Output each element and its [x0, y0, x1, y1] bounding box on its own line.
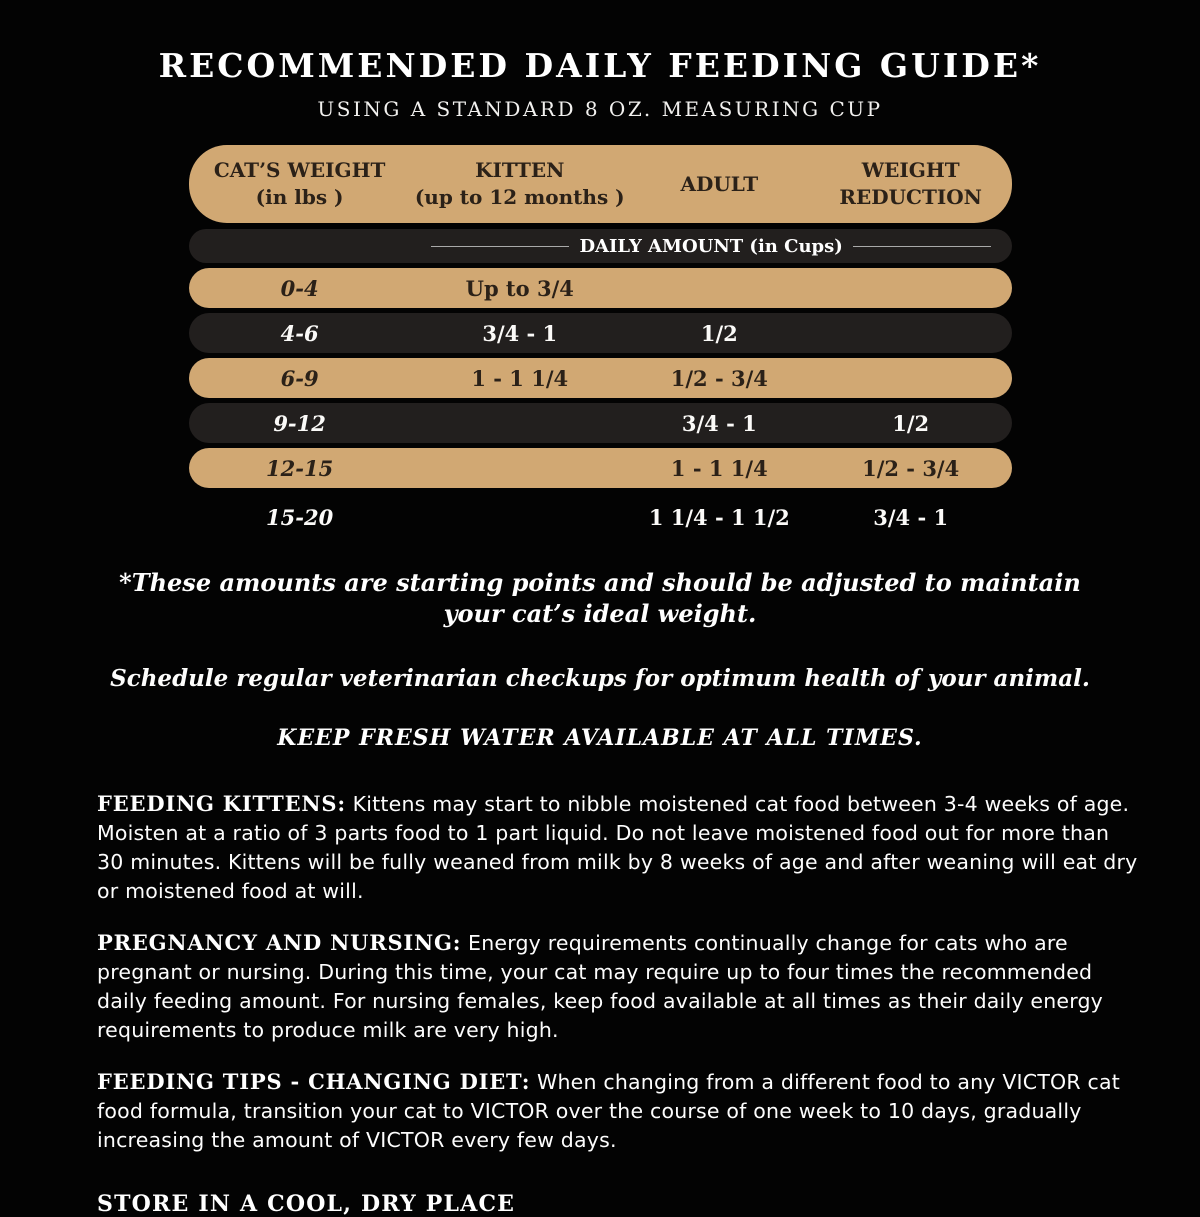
feeding-tips-paragraph	[97, 1067, 1140, 1155]
cell-reduction: 1/2 - 3/4	[862, 455, 960, 481]
table-row	[189, 497, 1012, 537]
column-header-adult: ADULT	[680, 171, 759, 196]
column-header-kitten: KITTEN (up to 12 months )	[414, 158, 625, 209]
column-header-weight-reduction: WEIGHT REDUCTION	[839, 158, 982, 209]
cell-adult: 1/2 - 3/4	[670, 365, 768, 391]
pregnancy-nursing-text: Energy requirements continually change for cats who are pregnant or nursing. During this time, your cat may require up to four times the recommended daily feeding amount. For nursing females, keep food available at all times as their daily energy requirements to produce milk are very high.	[97, 931, 1104, 1043]
cell-weight: 12-15	[266, 455, 334, 481]
column-header-cats-weight: CAT’S WEIGHT (in lbs )	[213, 158, 386, 209]
divider-line	[431, 246, 569, 247]
table-row	[189, 358, 1012, 398]
pregnancy-nursing-paragraph	[97, 928, 1140, 1045]
page-subtitle: USING A STANDARD 8 OZ. MEASURING CUP	[317, 97, 883, 121]
cell-adult: 1 - 1 1/4	[670, 455, 768, 481]
pregnancy-nursing-lead: PREGNANCY AND NURSING:	[97, 930, 462, 956]
table-row	[189, 313, 1012, 353]
daily-amount-header: DAILY AMOUNT (in Cups)	[431, 236, 991, 257]
cell-adult: 1 1/4 - 1 1/2	[648, 504, 790, 530]
cell-adult: 1/2	[700, 320, 738, 346]
veterinarian-note: Schedule regular veterinarian checkups for optimum health of your animal.	[110, 665, 1090, 693]
table-row	[189, 448, 1012, 488]
cell-kitten: 1 - 1 1/4	[471, 365, 569, 391]
table-row	[189, 403, 1012, 443]
feeding-kittens-text: Kittens may start to nibble moistened cat food between 3-4 weeks of age. Moisten at a ratio of 3 parts food to 1 part liquid. Do not leave moistened food out for more than 30 minutes. Kittens will be fully weaned from milk by 8 weeks of age and after weaning will eat dry or moistened food at will.	[97, 792, 1138, 904]
cell-weight: 6-9	[280, 365, 319, 391]
feeding-kittens-paragraph	[97, 789, 1140, 906]
cell-adult: 3/4 - 1	[681, 410, 757, 436]
storage-instruction: STORE IN A COOL, DRY PLACE	[97, 1191, 516, 1217]
cell-reduction: 1/2	[892, 410, 930, 436]
cell-weight: 15-20	[266, 504, 334, 530]
cell-kitten: Up to 3/4	[465, 275, 574, 301]
cell-weight: 4-6	[280, 320, 319, 346]
feeding-table	[189, 145, 1012, 537]
daily-amount-header-row	[189, 229, 1012, 263]
feeding-tips-lead: FEEDING TIPS - CHANGING DIET:	[97, 1069, 531, 1095]
feeding-kittens-lead: FEEDING KITTENS:	[97, 791, 346, 817]
cell-weight: 9-12	[273, 410, 326, 436]
info-sections	[97, 789, 1140, 1155]
page-title: RECOMMENDED DAILY FEEDING GUIDE*	[158, 46, 1042, 85]
cell-reduction: 3/4 - 1	[873, 504, 949, 530]
feeding-tips-text: When changing from a different food to any VICTOR cat food formula, transition your cat to VICTOR over the course of one week to 10 days, gradually increasing the amount of VICTOR every few days.	[97, 1070, 1121, 1153]
divider-line	[853, 246, 991, 247]
table-header-row	[189, 145, 1012, 223]
fresh-water-note: KEEP FRESH WATER AVAILABLE AT ALL TIMES.	[277, 725, 923, 752]
table-row	[189, 268, 1012, 308]
adjustment-footnote: *These amounts are starting points and should be adjusted to maintain your cat’s ideal weight.	[119, 568, 1081, 629]
cell-weight: 0-4	[280, 275, 319, 301]
cell-kitten: 3/4 - 1	[482, 320, 558, 346]
